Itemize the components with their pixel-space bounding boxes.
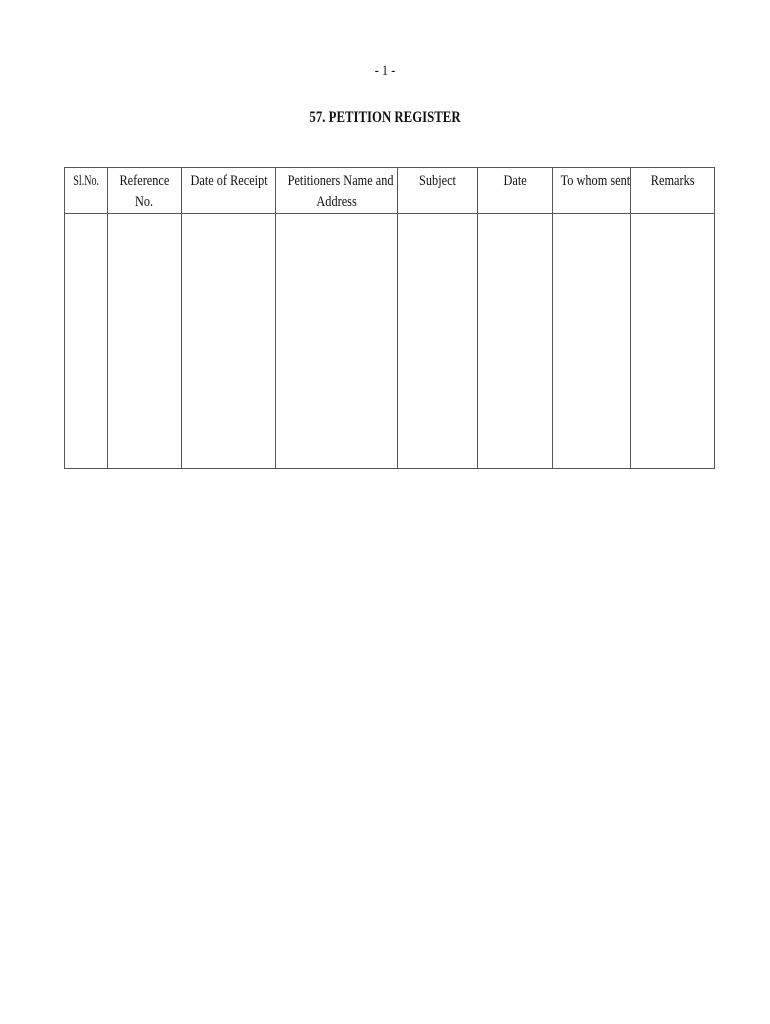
column-header-remarks: Remarks (631, 168, 715, 214)
column-header-reference-no: Reference No. (108, 168, 182, 214)
subject-cell (398, 214, 478, 469)
column-header-petitioners-name-address: Petitioners Name and Address (276, 168, 398, 214)
remarks-cell (631, 214, 715, 469)
to-whom-sent-cell (553, 214, 631, 469)
column-header-date-of-receipt: Date of Receipt (182, 168, 276, 214)
petitioners-name-address-cell (276, 214, 398, 469)
sl-no-cell (65, 214, 108, 469)
table-header-row (65, 168, 715, 214)
page-number: - 1 - (374, 63, 396, 79)
table-row (65, 214, 715, 469)
reference-no-cell (108, 214, 182, 469)
column-header-sl-no: Sl.No. (65, 168, 108, 214)
column-header-to-whom-sent: To whom sent (553, 168, 631, 214)
column-header-subject: Subject (398, 168, 478, 214)
document-title: 57. PETITION REGISTER (309, 109, 461, 126)
date-cell (478, 214, 553, 469)
petition-register-table (64, 167, 715, 469)
date-of-receipt-cell (182, 214, 276, 469)
column-header-date: Date (478, 168, 553, 214)
